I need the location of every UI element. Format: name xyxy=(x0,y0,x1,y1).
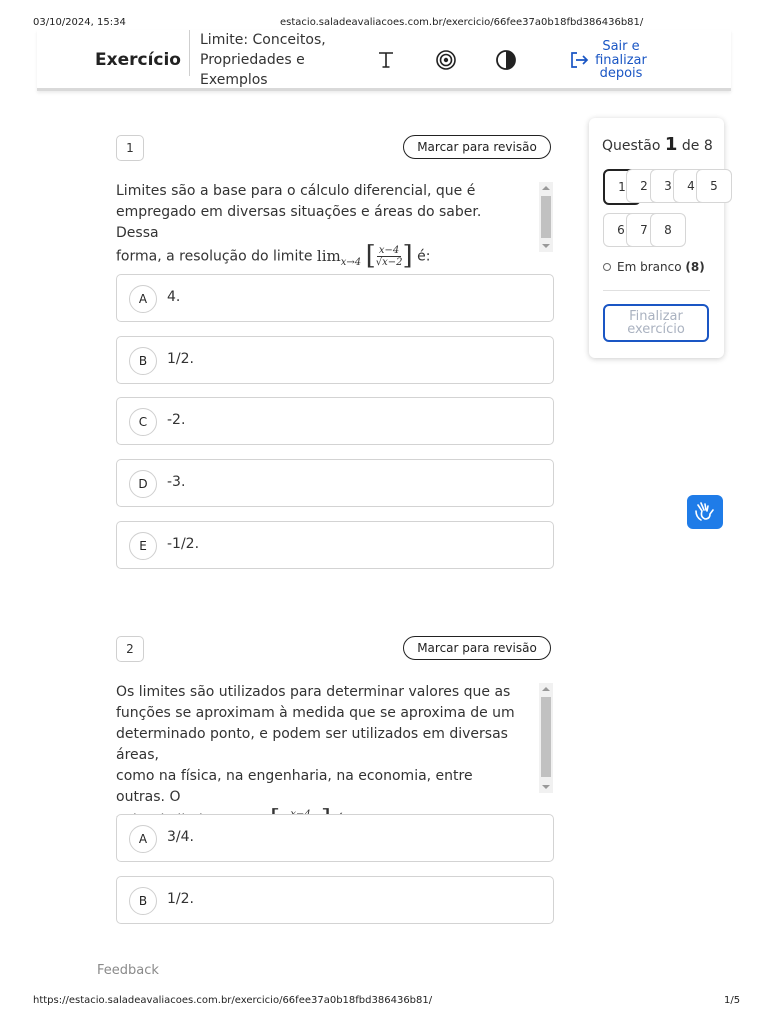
text-size-icon[interactable] xyxy=(374,48,398,72)
question-text-line: Limites são a base para o cálculo diferencial, que é xyxy=(116,183,476,199)
option-b[interactable] xyxy=(116,876,554,924)
print-footer-url: https://estacio.saladeavaliacoes.com.br/exercicio/66fee37a0b18fbd386436b81/ xyxy=(33,995,433,1006)
blank-dot-icon xyxy=(603,263,611,271)
option-e[interactable] xyxy=(116,521,554,569)
feedback-link[interactable]: Feedback xyxy=(97,963,159,978)
option-letter: A xyxy=(129,825,157,853)
blank-legend xyxy=(603,260,705,274)
option-letter: B xyxy=(129,887,157,915)
panel-divider xyxy=(603,290,710,291)
counter-label: Questão xyxy=(602,138,661,154)
question-text-line: Os limites são utilizados para determinar valores que as xyxy=(116,684,511,700)
exit-label xyxy=(589,40,653,81)
question-number: 1 xyxy=(116,135,144,161)
option-d[interactable] xyxy=(116,459,554,507)
option-letter: C xyxy=(129,408,157,436)
question-nav-button-1[interactable]: 1 xyxy=(603,169,641,205)
question-scrollbar[interactable] xyxy=(539,182,553,252)
finish-label-line: exercício xyxy=(627,322,685,337)
exercise-title-line: Exemplos xyxy=(200,72,268,88)
option-c[interactable] xyxy=(116,397,554,445)
question-text xyxy=(116,181,526,273)
fraction-numerator: x−4 xyxy=(378,245,400,256)
contrast-icon[interactable] xyxy=(494,48,518,72)
option-text: 3/4. xyxy=(167,829,194,845)
blank-count: (8) xyxy=(685,260,705,274)
option-text: 1/2. xyxy=(167,351,194,367)
mark-review-button[interactable]: Marcar para revisão xyxy=(403,135,551,159)
question-text-line: como na física, na engenharia, na economia, entre outras. O xyxy=(116,768,473,805)
question-number: 2 xyxy=(116,636,144,662)
limit-subscript: x→4 xyxy=(340,256,362,268)
limit-expression xyxy=(316,246,362,268)
question-counter xyxy=(602,134,713,155)
print-datetime: 03/10/2024, 15:34 xyxy=(33,17,126,28)
finish-exercise-button[interactable] xyxy=(603,304,709,342)
limit-fraction xyxy=(376,245,403,268)
brand-title: Exercício xyxy=(95,50,181,70)
option-letter: B xyxy=(129,347,157,375)
scroll-down-icon[interactable] xyxy=(542,244,550,248)
bracket-left: [ xyxy=(365,241,376,271)
question-text-line: empregado em diversas situações e áreas do saber. Dessa xyxy=(116,204,482,241)
option-text: -3. xyxy=(167,474,186,490)
question-text-line: funções se aproximam à medida que se aproxima de um xyxy=(116,705,515,721)
exit-label-line: finalizar xyxy=(595,52,647,68)
exit-button[interactable] xyxy=(569,40,653,81)
question-nav-button-6[interactable]: 6 xyxy=(603,213,639,247)
print-page-number: 1/5 xyxy=(724,995,741,1006)
exit-icon xyxy=(569,50,589,70)
print-url: estacio.saladeavaliacoes.com.br/exercicio/66fee37a0b18fbd386436b81/ xyxy=(280,17,644,28)
app-header xyxy=(37,30,731,91)
scroll-thumb[interactable] xyxy=(541,196,551,238)
question-nav-button-7[interactable]: 7 xyxy=(626,213,662,247)
scroll-thumb[interactable] xyxy=(541,697,551,777)
question-text-suffix: é: xyxy=(417,248,431,265)
option-letter: A xyxy=(129,285,157,313)
option-letter: D xyxy=(129,470,157,498)
exit-label-line: depois xyxy=(599,66,643,81)
option-text: -2. xyxy=(167,412,186,428)
scroll-down-icon[interactable] xyxy=(542,785,550,789)
finish-label-line: Finalizar xyxy=(629,309,683,324)
question-nav-button-2[interactable]: 2 xyxy=(626,169,662,203)
current-question-number: 1 xyxy=(664,134,678,155)
question-scrollbar[interactable] xyxy=(539,683,553,793)
exit-label-line: Sair e xyxy=(602,39,640,54)
scroll-up-icon[interactable] xyxy=(542,687,550,691)
option-a[interactable] xyxy=(116,814,554,862)
exercise-title xyxy=(200,30,350,90)
question-nav-button-5[interactable]: 5 xyxy=(696,169,732,203)
exercise-title-line: Limite: Conceitos, xyxy=(200,32,326,48)
target-icon[interactable] xyxy=(434,48,458,72)
question-nav-button-3[interactable]: 3 xyxy=(650,169,686,203)
header-divider xyxy=(189,30,190,76)
question-nav-button-4[interactable]: 4 xyxy=(673,169,709,203)
option-text: 1/2. xyxy=(167,891,194,907)
limit-operator: lim xyxy=(316,246,341,265)
question-text-line: determinado ponto, e podem ser utilizados em diversas áreas, xyxy=(116,726,508,763)
question-text-fragment: forma, a resolução do limite xyxy=(116,248,313,265)
scroll-up-icon[interactable] xyxy=(542,186,550,190)
option-a[interactable] xyxy=(116,274,554,322)
question-navigator-panel xyxy=(589,118,724,358)
mark-review-button[interactable]: Marcar para revisão xyxy=(403,636,551,660)
option-letter: E xyxy=(129,532,157,560)
sign-language-button[interactable] xyxy=(687,495,723,529)
hands-icon xyxy=(693,501,717,523)
question-text-line xyxy=(116,241,526,273)
fraction-denominator: √x−2 xyxy=(375,257,403,268)
option-text: -1/2. xyxy=(167,536,200,552)
option-b[interactable] xyxy=(116,336,554,384)
blank-label: Em branco xyxy=(617,260,682,274)
counter-total: de 8 xyxy=(681,138,713,154)
bracket-right: ] xyxy=(402,241,413,271)
exercise-title-line: Propriedades e xyxy=(200,52,305,68)
question-nav-button-8[interactable]: 8 xyxy=(650,213,686,247)
option-text: 4. xyxy=(167,289,181,305)
